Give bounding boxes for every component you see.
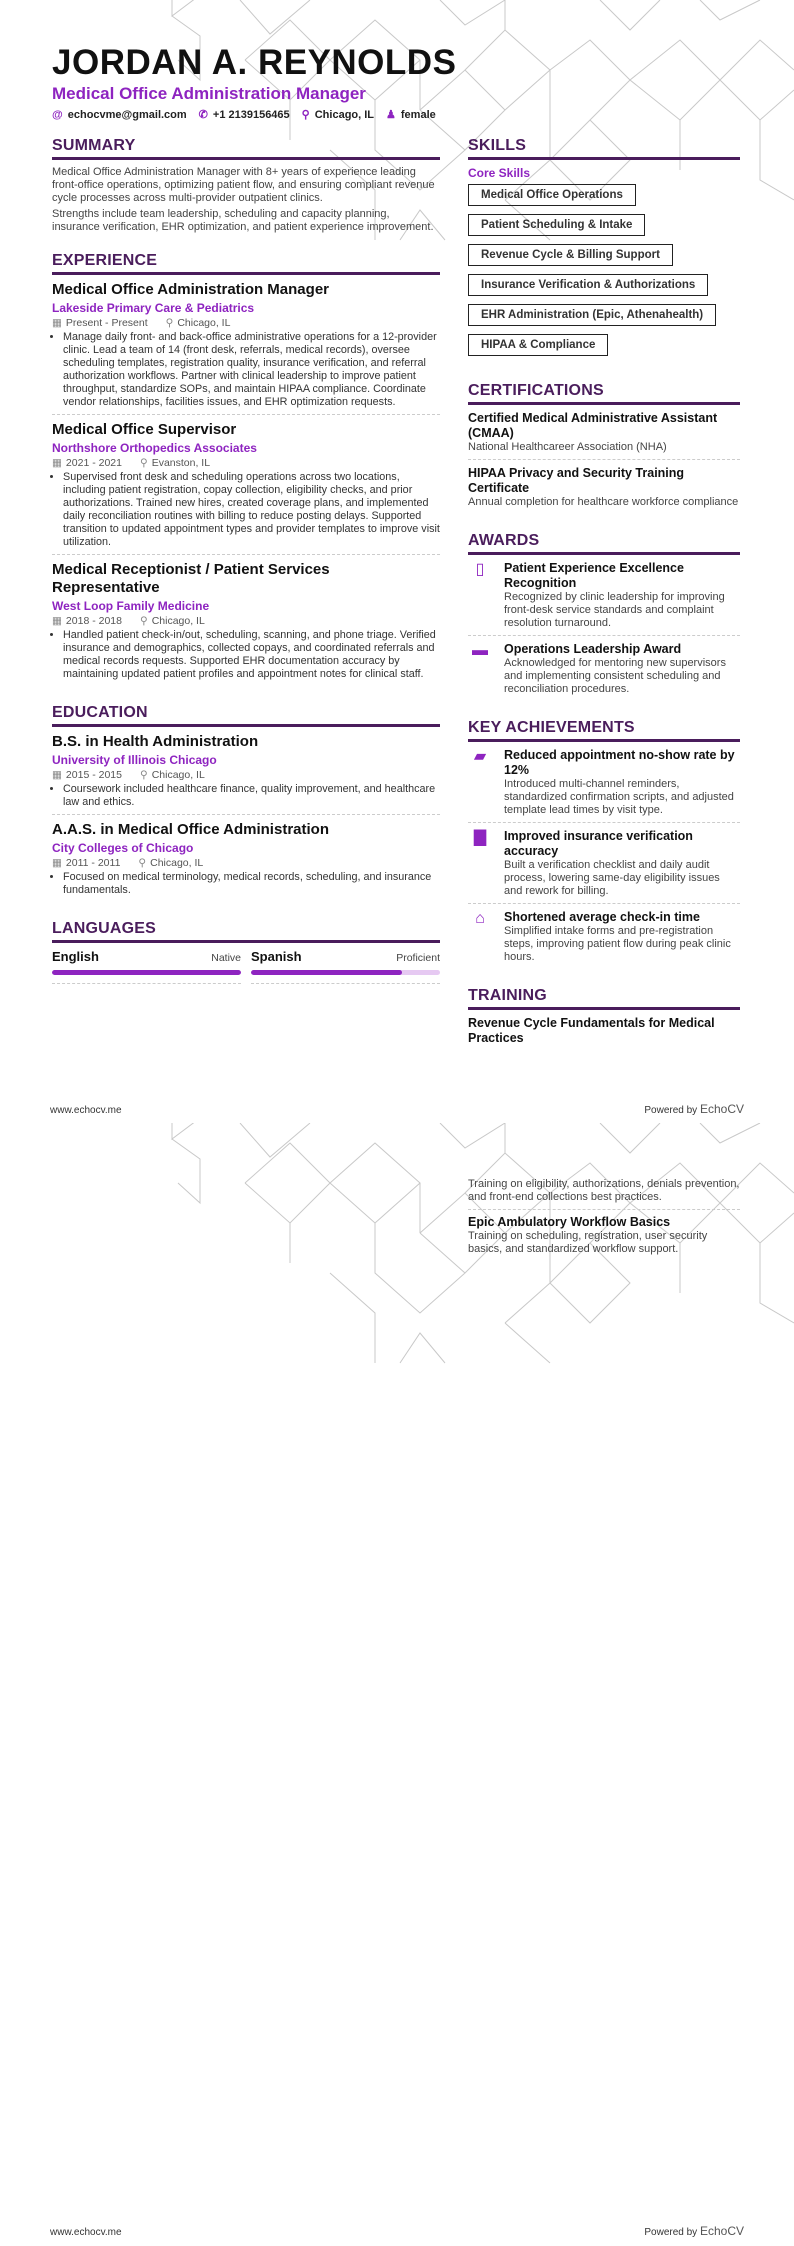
language-name: English [52,949,99,964]
training-section [468,987,740,1046]
language-proficiency-bar [52,970,241,975]
job-title: Medical Office Supervisor [52,421,237,438]
location-icon: ⚲ [139,457,148,469]
edu-dates: 2015 - 2015 [65,769,122,781]
calendar-icon: ▦ [52,615,62,627]
calendar-icon: ▦ [52,457,62,469]
job-bullet: • Supervised front desk and scheduling operations across two locations, including patient registration, copay collection, eligibility checks, and prior authorizations. Trained new hires, created coverage plans, and implemented daily reconciliation routines with billing to reduce posting delays. Supported transition to updated appointment types and provider templates to improve visit utilization. [63,471,440,549]
achievement-item [468,748,740,823]
job-bullet: • Handled patient check-in/out, scheduling, scanning, and phone triage. Verified insurance and demographics, collected copays, and coordinated referrals and medical records requests. Supported EHR documentation accuracy by maintaining updated patient profiles and appointment notes for clinical staff. [63,629,440,681]
contact-email[interactable]: @ echocvme@gmail.com [52,109,187,121]
achievement-desc: Simplified intake forms and pre-registration steps, improving patient flow during peak clinic hours. [504,925,731,963]
echocv-brand[interactable]: EchoCV [699,2224,744,2238]
achievement-title: Reduced appointment no-show rate by 12% [504,748,735,777]
award-item [468,561,740,636]
skills-group-title: Core Skills [468,166,531,180]
edu-location: Chicago, IL [150,857,204,869]
training-item [468,1209,740,1261]
job-dates: 2018 - 2018 [65,615,122,627]
skill-tag: EHR Administration (Epic, Athenahealth) [468,304,716,326]
language-name: Spanish [251,949,302,964]
job-dates: Present - Present [65,317,148,329]
edu-bullet: • Coursework included healthcare finance, quality improvement, and healthcare law and ethics. [63,783,440,809]
achievement-desc: Introduced multi-channel reminders, standardized confirmation scripts, and adjusted template lead times by visit type. [504,778,734,816]
company-name: Lakeside Primary Care & Pediatrics [52,301,255,315]
training-continued [468,1178,740,1267]
certification-item [468,411,740,460]
location-icon: ⚲ [138,857,147,869]
summary-section [52,137,440,234]
location-icon: ⚲ [139,769,148,781]
skill-tag: Revenue Cycle & Billing Support [468,244,673,266]
right-column [468,137,740,1064]
award-desc: Recognized by clinic leadership for improving front-desk service standards and complaint resolution turnaround. [504,591,725,629]
education-section [52,704,440,902]
language-level: Proficient [396,952,440,964]
achievement-item [468,829,740,904]
proficiency-fill [251,970,402,975]
tablet-icon: ▯ [475,561,485,578]
edu-bullet: • Focused on medical terminology, medical records, scheduling, and insurance fundamentals. [63,871,440,897]
school-name: University of Illinois Chicago [52,753,217,767]
certification-item [468,466,740,514]
job-location: Chicago, IL [151,615,205,627]
skills-section [468,137,740,364]
echocv-brand[interactable]: EchoCV [699,1102,744,1116]
skill-tag: Patient Scheduling & Intake [468,214,645,236]
languages-section [52,920,440,984]
resume-page-2 [0,1123,794,2246]
footer-powered: Powered by EchoCV [644,2224,744,2238]
achievement-title: Improved insurance verification accuracy [504,829,693,858]
card-icon: ▬ [472,642,488,659]
award-item [468,642,740,701]
certification-detail: Annual completion for healthcare workforce compliance [468,496,739,508]
section-heading: AWARDS [468,532,740,555]
proficiency-fill [52,970,241,975]
language-item [251,949,440,984]
job-title: Medical Office Administration Manager [52,281,329,298]
bank-icon: ⌂ [475,910,485,927]
footer-powered: Powered by EchoCV [644,1102,744,1116]
company-name: Northshore Orthopedics Associates [52,441,257,455]
job-dates: 2021 - 2021 [65,457,122,469]
language-level: Native [211,952,241,964]
location-icon: ⚲ [139,615,148,627]
contact-phone[interactable]: ✆ +1 2139156465 [198,109,290,121]
geometric-background-pattern [0,1123,794,1423]
certification-name: Certified Medical Administrative Assistant (CMAA) [468,411,718,440]
certification-name: HIPAA Privacy and Security Training Certificate [468,466,685,495]
experience-item [52,421,440,555]
skill-tag: Medical Office Operations [468,184,636,206]
calendar-icon: ▦ [52,857,62,869]
calendar-icon: ▦ [52,317,62,329]
candidate-name: JORDAN A. REYNOLDS [52,43,457,82]
training-desc: Training on scheduling, registration, user security basics, and standardized workflow support. [468,1230,708,1255]
section-heading: SKILLS [468,137,740,160]
summary-paragraph: Medical Office Administration Manager with 8+ years of experience leading front-office operations, optimizing patient flow, and ensuring compliant revenue cycle processes across multi-provider outpatient clinics. [52,166,435,204]
degree: A.A.S. in Medical Office Administration [52,821,329,838]
training-desc: Training on eligibility, authorizations, denials prevention, and front-end collections best practices. [468,1178,740,1203]
achievement-item [468,910,740,969]
certifications-section [468,382,740,514]
training-title: Epic Ambulatory Workflow Basics [468,1215,671,1229]
phone-icon: ✆ [198,109,208,121]
at-icon: @ [52,109,63,121]
edu-location: Chicago, IL [151,769,205,781]
section-heading: KEY ACHIEVEMENTS [468,719,740,742]
contact-location: ⚲ Chicago, IL [301,109,375,121]
person-icon: ♟ [386,109,396,121]
contact-row [52,108,436,122]
training-title: Revenue Cycle Fundamentals for Medical Practices [468,1016,715,1045]
skill-tag: HIPAA & Compliance [468,334,608,356]
job-title: Medical Receptionist / Patient Services Representative [52,561,330,596]
location-icon: ⚲ [165,317,174,329]
experience-item [52,281,440,415]
footer-site-link[interactable]: www.echocv.me [50,2227,122,2238]
awards-section [468,532,740,701]
candidate-title: Medical Office Administration Manager [52,84,366,103]
award-title: Patient Experience Excellence Recognition [504,561,684,590]
education-item [52,821,440,902]
language-proficiency-bar [251,970,440,975]
job-location: Chicago, IL [177,317,231,329]
chat-icon: ▰ [473,748,487,765]
achievement-title: Shortened average check-in time [504,910,700,924]
education-item [52,733,440,815]
job-bullet: • Manage daily front- and back-office administrative operations for a 12-provider clinic. Lead a team of 14 (front desk, referrals, medical records), oversee scheduling templates, registration quality, insurance verification, and referral authorization workflows. Partner with clinical leadership to improve patient throughput, standardize SOPs, and maintain HIPAA compliance. Coordinate vendor relationships, facilities issues, and EHR optimization requests. [63,331,440,409]
calendar-icon: ▦ [52,769,62,781]
award-desc: Acknowledged for mentoring new supervisors and implementing consistent scheduling and reconciliation procedures. [504,657,726,695]
certification-detail: National Healthcareer Association (NHA) [468,441,667,453]
contact-gender: ♟ female [386,109,436,121]
award-title: Operations Leadership Award [504,642,682,656]
achievement-desc: Built a verification checklist and daily audit process, lowering same-day eligibility issues and rework for billing. [504,859,720,897]
location-icon: ⚲ [301,109,310,121]
section-heading: SUMMARY [52,137,440,160]
company-name: West Loop Family Medicine [52,599,210,613]
left-column [52,137,440,1002]
section-heading: EDUCATION [52,704,440,727]
experience-section [52,252,440,686]
edu-dates: 2011 - 2011 [65,857,121,869]
document-icon: ▇ [473,829,487,846]
experience-item [52,561,440,686]
achievements-section [468,719,740,969]
section-heading: TRAINING [468,987,740,1010]
job-location: Evanston, IL [151,457,211,469]
section-heading: EXPERIENCE [52,252,440,275]
footer-site-link[interactable]: www.echocv.me [50,1105,122,1116]
school-name: City Colleges of Chicago [52,841,194,855]
section-heading: CERTIFICATIONS [468,382,740,405]
language-item [52,949,241,984]
degree: B.S. in Health Administration [52,733,259,750]
section-heading: LANGUAGES [52,920,440,943]
summary-paragraph: Strengths include team leadership, scheduling and capacity planning, insurance verification, EHR optimization, and patient experience improvement. [52,208,434,233]
skill-tag: Insurance Verification & Authorizations [468,274,708,296]
